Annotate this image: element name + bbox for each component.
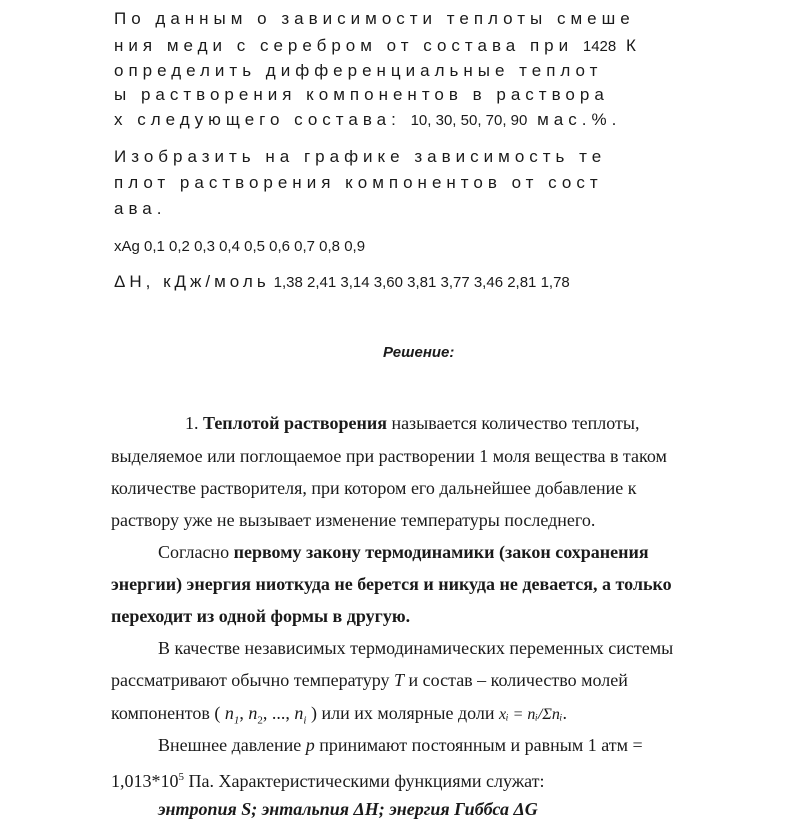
xag-row	[114, 236, 365, 258]
problem-text: мас.%.	[527, 110, 622, 129]
problem-line-2	[114, 35, 641, 58]
paragraph-3-line-2	[111, 668, 628, 692]
superscript: 5	[178, 771, 184, 783]
problem-text: плот растворения компонентов от сост	[114, 173, 603, 192]
variable-t: T	[394, 670, 405, 690]
paragraph-4-line-2	[111, 765, 545, 793]
problem-text: К	[616, 36, 641, 55]
dh-values: 1,38 2,41 3,14 3,60 3,81 3,77 3,46 2,81 1,78	[273, 274, 570, 291]
paragraph-1-line-3: количестве растворителя, при котором его дальнейшее добавление к	[111, 478, 637, 498]
dh-label: ΔН, кДж/моль	[114, 272, 270, 291]
paragraph-2-line-1	[158, 540, 649, 564]
problem-text: ния меди с серебром от состава при	[114, 36, 583, 55]
problem-text: ы растворения компонентов в раствора	[114, 85, 609, 104]
paragraph-text: компонентов (	[111, 703, 225, 723]
list-number: 1.	[185, 413, 203, 433]
paragraph-text: ) или их молярные доли	[306, 703, 499, 723]
problem-line-8	[114, 198, 166, 220]
xag-label: xAg	[114, 238, 140, 255]
mole-fraction-formula: xᵢ = nᵢ/Σnᵢ	[499, 706, 563, 723]
dh-row	[114, 271, 570, 294]
problem-text: По данным о зависимости теплоты смеше	[114, 9, 635, 28]
paragraph-4-line-1	[158, 733, 643, 757]
paragraph-text: Согласно	[158, 542, 234, 562]
paragraph-2-line-3: переходит из одной формы в другую.	[111, 606, 411, 626]
paragraph-1-line-4: раствору уже не вызывает изменение температуры последнего.	[111, 510, 596, 530]
paragraph-text: рассматривают обычно температуру	[111, 670, 395, 690]
term-bold: Теплотой растворения	[203, 413, 387, 433]
subscript: 1	[233, 714, 240, 727]
paragraph-3-line-3	[111, 701, 567, 733]
paragraph-1-line-1	[185, 411, 639, 435]
xag-values: 0,1 0,2 0,3 0,4 0,5 0,6 0,7 0,8 0,9	[144, 238, 366, 255]
problem-text: определить дифференциальные теплот	[114, 61, 603, 80]
paragraph-text: , ...,	[262, 703, 295, 723]
variable-n: n	[294, 703, 304, 723]
subscript: 2	[257, 714, 263, 727]
variable-p: p	[305, 735, 315, 755]
subscript: i	[303, 714, 307, 727]
paragraph-text: .	[562, 703, 567, 723]
term-bold: первому закону термодинамики (закон сохранения	[233, 542, 649, 562]
paragraph-text: ,	[239, 703, 249, 723]
paragraph-text: принимают постоянным и равным 1 атм =	[314, 735, 643, 755]
paragraph-1-line-2: выделяемое или поглощаемое при растворении 1 моля вещества в таком	[111, 446, 667, 466]
problem-line-7	[114, 172, 603, 194]
solution-heading: Решение:	[383, 344, 455, 361]
paragraph-text: Внешнее давление	[158, 735, 306, 755]
paragraph-3-line-1: В качестве независимых термодинамических переменных системы	[158, 638, 674, 658]
problem-line-4	[114, 84, 609, 106]
paragraph-text: называется количество теплоты,	[386, 413, 640, 433]
paragraph-text: и состав – количество молей	[404, 670, 628, 690]
variable-n: n	[224, 703, 234, 723]
problem-line-1	[114, 8, 635, 30]
variable-n: n	[248, 703, 258, 723]
problem-line-6	[114, 146, 606, 168]
problem-text: х следующего состава:	[114, 110, 411, 129]
functions-line: энтропия S; энтальпия ΔН; энергия Гиббса ΔG	[158, 799, 538, 819]
temperature-value: 1428	[582, 38, 617, 55]
problem-line-5	[114, 109, 621, 132]
paragraph-2-line-2: энергии) энергия ниоткуда не берется и никуда не девается, а только	[111, 574, 672, 594]
composition-values: 10, 30, 50, 70, 90	[410, 112, 528, 129]
paragraph-text: 1,013*10	[111, 771, 179, 791]
problem-text: Изобразить на графике зависимость те	[114, 147, 607, 166]
paragraph-text: Па. Характеристическими функциями служат:	[184, 771, 545, 791]
problem-line-3	[114, 60, 602, 82]
problem-text: ава.	[114, 199, 167, 218]
